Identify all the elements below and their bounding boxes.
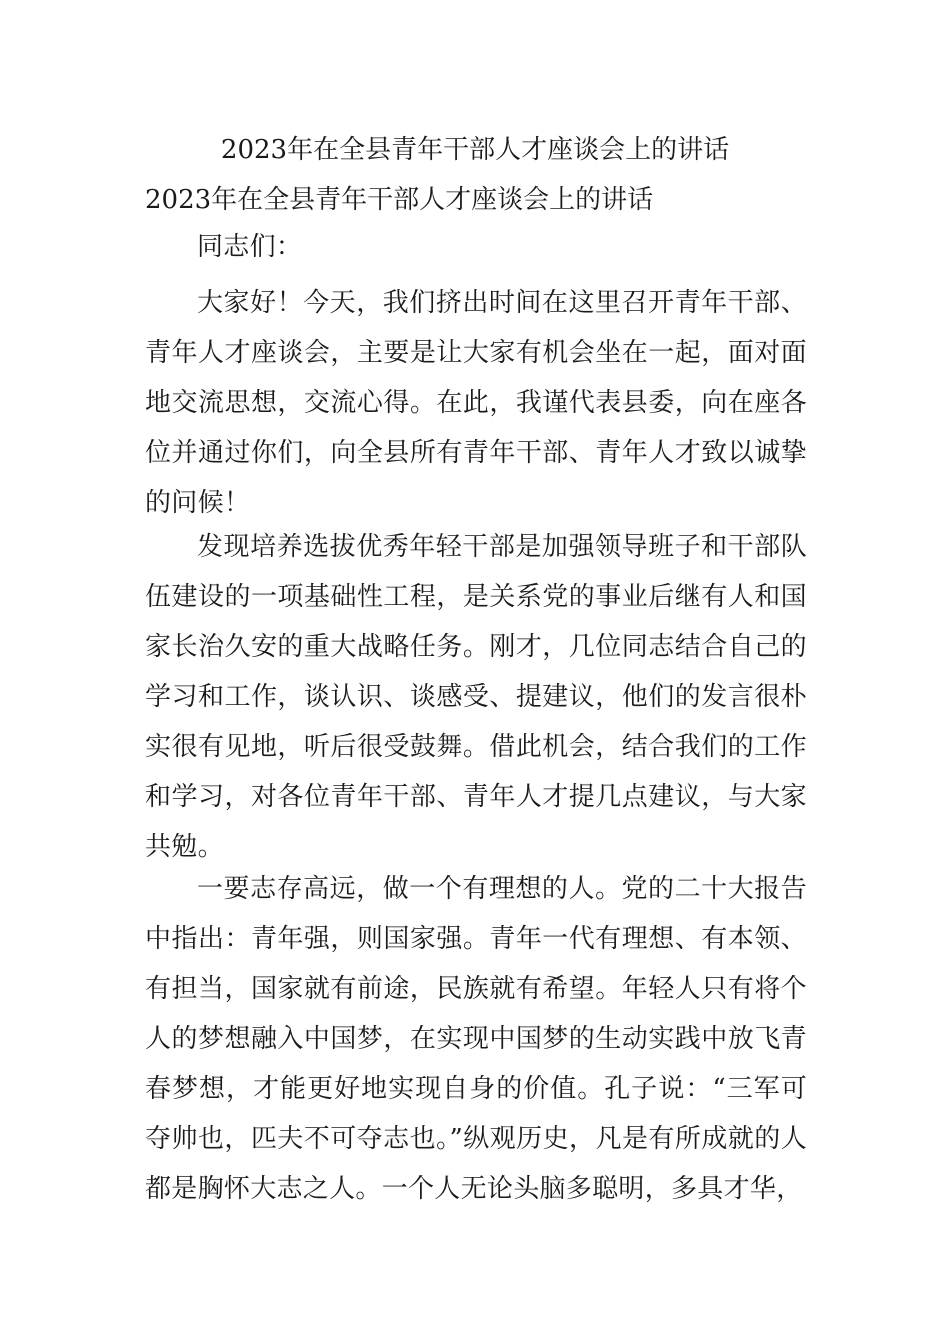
paragraph-point-one: 一要志存高远，做一个有理想的人。党的二十大报告中指出：青年强，则国家强。青年一代有理想、有本领、有担当，国家就有前途，民族就有希望。年轻人只有将个人的梦想融入中国梦，在实现中国梦的生动实践中放飞青春梦想，才能更好地实现自身的价值。孔子说：“三军可夺帅也，匹夫不可夺志也。”纵观历史，凡是有所成就的人都是胸怀大志之人。一个人无论头脑多聪明，多具才华， [145, 874, 807, 1204]
greeting: 同志们： [197, 232, 303, 262]
paragraph-context: 发现培养选拔优秀年轻干部是加强领导班子和干部队伍建设的一项基础性工程，是关系党的事业后继有人和国家长治久安的重大战略任务。刚才，几位同志结合自己的学习和工作，谈认识、谈感受、提建议，他们的发言很朴实很有见地，听后很受鼓舞。借此机会，结合我们的工作和学习，对各位青年干部、青年人才提几点建议，与大家共勉。 [145, 532, 807, 862]
document-title: 2023年在全县青年干部人才座谈会上的讲话 [220, 135, 730, 165]
paragraph-opening: 大家好！今天，我们挤出时间在这里召开青年干部、青年人才座谈会，主要是让大家有机会坐在一起，面对面地交流思想，交流心得。在此，我谨代表县委，向在座各位并通过你们，向全县所有青年干部、青年人才致以诚挚的问候！ [145, 288, 807, 518]
document-subtitle: 2023年在全县青年干部人才座谈会上的讲话 [145, 185, 654, 215]
